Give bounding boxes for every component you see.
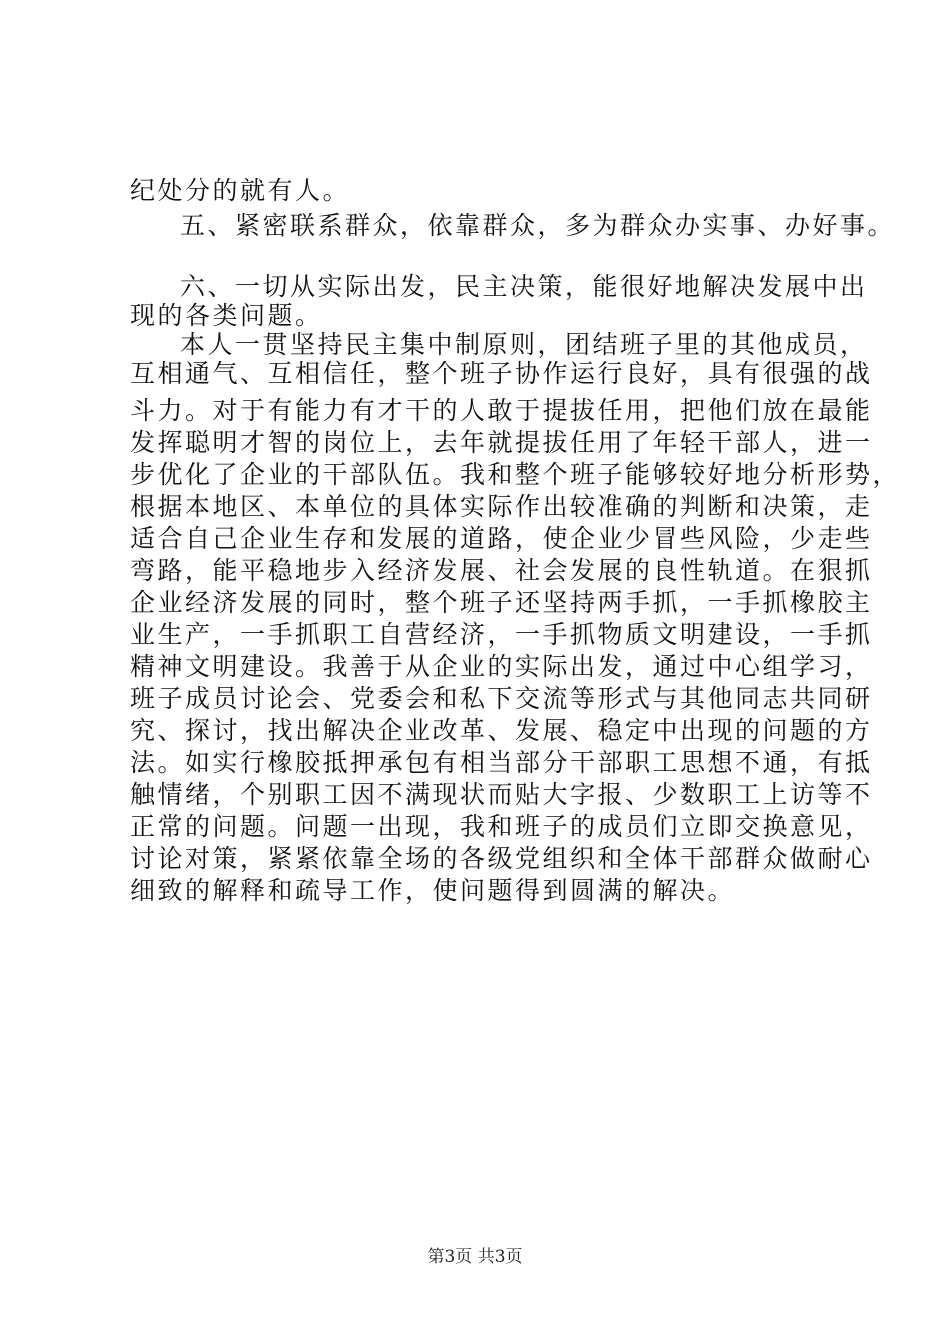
text-line: 细致的解释和疏导工作，使问题得到圆满的解决。 [130, 876, 736, 905]
text-line: 精神文明建设。我善于从企业的实际出发，通过中心组学习， [130, 652, 873, 681]
text-line: 现的各类问题。 [130, 301, 323, 330]
text-line: 本人一贯坚持民主集中制原则，团结班子里的其他成员， [180, 330, 868, 359]
page-number-footer: 第3页 共3页 [427, 1247, 523, 1267]
text-line: 正常的问题。问题一出现，我和班子的成员们立即交换意见， [130, 812, 873, 841]
text-line: 互相通气、互相信任，整个班子协作运行良好，具有很强的战 [130, 359, 873, 388]
text-line: 企业经济发展的同时，整个班子还坚持两手抓，一手抓橡胶主 [130, 588, 873, 617]
text-line: 五、紧密联系群众，依靠群众，多为群众办实事、办好事。 [180, 211, 896, 240]
text-line: 纪处分的就有人。 [130, 176, 351, 205]
text-line: 究、探讨，找出解决企业改革、发展、稳定中出现的问题的方 [130, 716, 873, 745]
text-line: 班子成员讨论会、党委会和私下交流等形式与其他同志共同研 [130, 684, 873, 713]
text-line: 业生产，一手抓职工自营经济，一手抓物质文明建设，一手抓 [130, 620, 873, 649]
text-line: 讨论对策，紧紧依靠全场的各级党组织和全体干部群众做耐心 [130, 844, 873, 873]
text-line: 发挥聪明才智的岗位上，去年就提拔任用了年轻干部人，进一 [130, 428, 873, 457]
text-line: 法。如实行橡胶抵押承包有相当部分干部职工思想不通，有抵 [130, 748, 873, 777]
text-line: 弯路，能平稳地步入经济发展、社会发展的良性轨道。在狠抓 [130, 556, 873, 585]
text-line: 触情绪，个别职工因不满现状而贴大字报、少数职工上访等不 [130, 780, 873, 809]
text-line: 步优化了企业的干部队伍。我和整个班子能够较好地分析形势， [130, 460, 901, 489]
text-line: 斗力。对于有能力有才干的人敢于提拔任用，把他们放在最能 [130, 396, 873, 425]
text-line: 根据本地区、本单位的具体实际作出较准确的判断和决策，走 [130, 492, 873, 521]
text-line: 六、一切从实际出发，民主决策，能很好地解决发展中出 [180, 272, 868, 301]
text-line: 适合自己企业生存和发展的道路，使企业少冒些风险，少走些 [130, 524, 873, 553]
